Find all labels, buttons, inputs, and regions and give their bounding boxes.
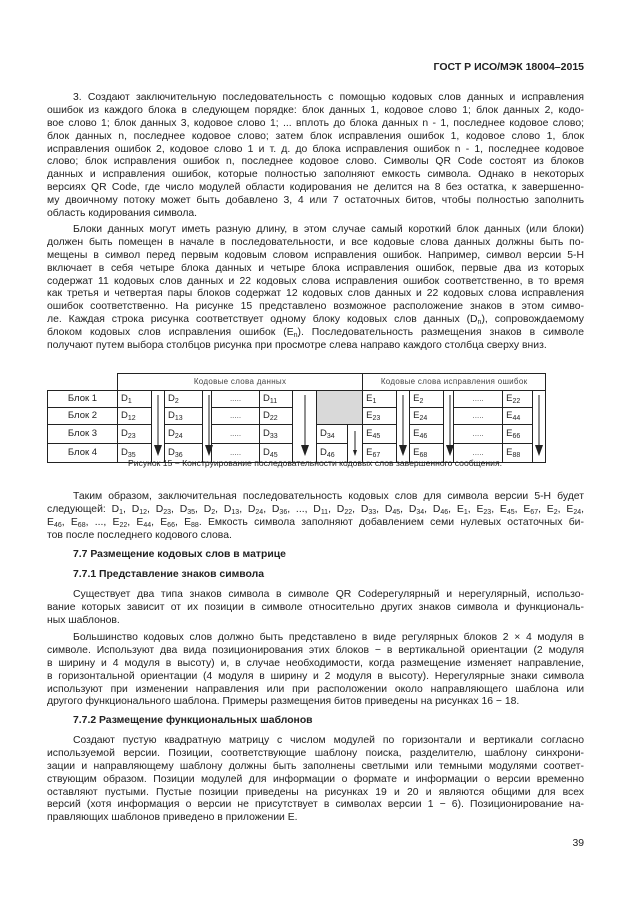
down-arrow-cell <box>203 390 212 462</box>
text-line: ных шаблонов. <box>47 614 120 626</box>
data-codeword: $D_{24}$ <box>165 424 203 443</box>
text-line: символе. Используют два вида позиционирования этих блоков − в вертикальной ориентации (2 модуля <box>47 644 584 656</box>
text-line: содержат 11 кодовых слов данных и 22 кодовых слова исправления ошибок соответственно, в то время <box>47 275 584 287</box>
text-line: тов после последнего кодового слова. <box>47 529 232 541</box>
down-arrow-icon <box>152 391 164 459</box>
text-line: должен быть помещен в начале в последовательности, и все кодовые слова данных должны быть по- <box>47 236 584 248</box>
text-line: ошибок соответственно. На рисунке 15 представлено возможное расположение знаков в этом симво- <box>47 301 584 313</box>
paragraph-data-blocks <box>47 224 584 353</box>
text-line: данных и исправления ошибок, которые полностью заполняют емкость символа. Однако в некоторых <box>47 169 584 181</box>
paragraph-regular-blocks <box>47 632 584 709</box>
ecc-codeword: $E_{23}$ <box>363 407 397 424</box>
down-arrow-cell <box>533 390 546 462</box>
ellipsis-cell: ..... <box>454 424 503 443</box>
text-line: оставляют пустыми. Пустые позиции приведены на рисунках 19 и 20 и являются общими для всех <box>47 786 584 798</box>
data-codeword: $D_{36}$ <box>165 443 203 462</box>
data-codeword: $D_2$ <box>165 390 203 407</box>
text-line: используют при изменении направления или при расположении около направляющего шаблона или <box>47 683 584 695</box>
down-arrow-icon <box>444 391 456 459</box>
ellipsis-cell: ..... <box>212 424 260 443</box>
document-header: ГОСТ Р ИСО/МЭК 18004–2015 <box>433 61 584 73</box>
ecc-codeword: $E_{66}$ <box>503 424 533 443</box>
table-row <box>48 390 546 407</box>
data-codeword: $D_{35}$ <box>118 443 152 462</box>
data-codeword: $D_{34}$ <box>317 424 348 443</box>
text-line: другого функционального шаблона. Примеры размещения битов приведены на рисунках 16 − 18. <box>47 696 520 708</box>
text-line: Большинство кодовых слов должно быть представлено в виде регулярных блоков 2 × 4 модуля в <box>73 632 584 643</box>
text-line: му двоичному потоку может быть добавлено 3, 4 или 7 остаточных битов, чтобы полностью заполнить <box>47 195 584 207</box>
data-codeword: $D_{23}$ <box>118 424 152 443</box>
down-arrow-icon <box>397 391 409 459</box>
ellipsis-cell: ..... <box>212 443 260 462</box>
text-line: правляющих шаблонов приведено в приложении E. <box>47 812 298 824</box>
down-arrow-cell <box>293 390 317 462</box>
text-line: $E_{46}$, $E_{68}$, ..., $E_{22}$, $E_{44}$, $E_{66}$, $E_{88}$. Емкость символа заполняют добавлением семи нулевых остаточных би- <box>47 516 584 529</box>
ellipsis-cell: ..... <box>454 407 503 424</box>
ecc-codeword: $E_{45}$ <box>363 424 397 443</box>
down-arrow-icon <box>533 391 545 459</box>
data-codeword: $D_{33}$ <box>260 424 293 443</box>
text-line: вое слово 1; блок данных 3, кодовое слово 1; ... вплоть до блока данных n - 1, последнее кодовое слово; <box>47 117 584 129</box>
page-number: 39 <box>572 838 584 849</box>
text-line: 3. Создают заключительную последовательность с помощью кодовых слов данных и исправления <box>73 92 584 103</box>
ecc-codeword: $E_{68}$ <box>410 443 444 462</box>
data-codeword: $D_{45}$ <box>260 443 293 462</box>
text-line: версий (хотя информация о версии не присутствует в символах версии 1 − 6). Позиционирование на- <box>47 799 584 811</box>
section-heading-7-7-2: 7.7.2 Размещение функциональных шаблонов <box>73 715 313 726</box>
block-label: Блок 3 <box>48 424 118 443</box>
text-line: используемой версии. Позиции, соответствующие шаблону поиска, разделителю, шаблону синхрони- <box>47 747 584 759</box>
text-line: в ширину и 4 модуля в высоту) и, в случае необходимости, когда размещение изменяет направление, <box>47 657 584 669</box>
down-arrow-icon <box>299 391 311 459</box>
text-line: как третья и четвертая пары блоков содержат 12 кодовых слов данных и 22 кодовых слова исправления <box>47 288 584 300</box>
text-line: в горизонтальной ориентации (4 модуля в ширину и 2 модуля в высоту). Нерегулярные знаки символа <box>47 670 584 682</box>
paragraph-final-sequence <box>47 491 584 543</box>
ecc-codeword: $E_{22}$ <box>503 390 533 407</box>
text-line: вание которых зависит от их позиции в символе относительно других знаков символа и функциональ- <box>47 601 584 613</box>
data-codeword: $D_{46}$ <box>317 443 348 462</box>
text-line: ствующим образом. Позиции модулей для информации о формате и информации о версии временно <box>47 773 584 785</box>
text-line: зации и направляющему шаблону должны быть заполнены светлыми или темными модулями соответ- <box>47 760 584 772</box>
header-ecc-codewords: Кодовые слова исправления ошибок <box>363 374 546 391</box>
ecc-codeword: $E_{46}$ <box>410 424 444 443</box>
data-codeword: $D_1$ <box>118 390 152 407</box>
text-line: слово; блок исправления ошибок n, последнее кодовое слово. Символы QR Code состоят из блоков <box>47 156 584 168</box>
text-line: область кодирования символа. <box>47 208 198 220</box>
ellipsis-cell: ..... <box>212 407 260 424</box>
ecc-codeword: $E_1$ <box>363 390 397 407</box>
text-line: мещены в символ перед первым кодовым словом исправления ошибок. Например, символ версии 5-H <box>47 249 584 261</box>
section-heading-7-7: 7.7 Размещение кодовых слов в матрице <box>73 549 286 560</box>
block-label: Блок 2 <box>48 407 118 424</box>
data-codeword: $D_{12}$ <box>118 407 152 424</box>
data-codeword: $D_{13}$ <box>165 407 203 424</box>
down-arrow-icon <box>349 425 361 459</box>
text-line: Таким образом, заключительная последовательность кодовых слов для символа версии 5-H будет <box>73 491 584 502</box>
text-line: следующей: $D_1$, $D_{12}$, $D_{23}$, $D_{35}$, $D_2$, $D_{13}$, $D_{24}$, $D_{36}$, ..., $D_{11}$, $D_{22}$, $D_{33}$, $D_{45}$, $D_{34}$, $D_{46}$, $E_1$, $E_{23}$, $E_{45}$, $E_{67}$, $E_2$, $E_{24}$, <box>47 503 584 516</box>
ecc-codeword: $E_{24}$ <box>410 407 444 424</box>
text-line: блоком кодовых слов исправления ошибок $(E_n)$. Последовательность размещения знаков в символе <box>47 327 584 340</box>
section-heading-7-7-1: 7.7.1 Представление знаков символа <box>73 569 264 580</box>
ellipsis-cell: ..... <box>454 390 503 407</box>
block-label: Блок 4 <box>48 443 118 462</box>
ellipsis-cell: ..... <box>454 443 503 462</box>
ecc-codeword: $E_2$ <box>410 390 444 407</box>
text-line: включает в себя четыре блока данных и четыре блока исправления ошибок, первые два из которых <box>47 262 584 274</box>
ecc-codeword: $E_{88}$ <box>503 443 533 462</box>
text-line: исправления ошибок 2, кодовое слово 1 и т. д. до блока исправления ошибок n - 1, последнее кодовое <box>47 143 584 155</box>
paragraph-function-patterns <box>47 735 584 825</box>
text-line: ле. Каждая строка рисунка соответствует одному блоку кодовых слов данных $(D_n)$, сопровождаемому <box>47 314 584 327</box>
down-arrow-icon <box>203 391 215 459</box>
down-arrow-cell <box>348 424 363 462</box>
text-line: Существует два типа знаков символа в символе QR Codeрегулярный и нерегулярный, использо- <box>73 589 584 600</box>
text-line: Блоки данных могут иметь разную длину, в этом случае самый короткий блок данных (или блоки) <box>73 224 584 235</box>
figure-caption: Рисунок 15 − Конструирование последовательности кодовых слов завершенного сообщения. <box>127 458 502 468</box>
block-label: Блок 1 <box>48 390 118 407</box>
text-line: получают путем выбора столбцов рисунка при просмотре слева направо каждого столбца сверху вниз. <box>47 340 547 352</box>
down-arrow-cell <box>397 390 410 462</box>
text-line: ошибок из каждого блока в следующем порядке: блок данных 1, кодовое слово 1; блок данных 2, кодо- <box>47 104 584 116</box>
ecc-codeword: $E_{67}$ <box>363 443 397 462</box>
ecc-codeword: $E_{44}$ <box>503 407 533 424</box>
data-codeword: $D_{22}$ <box>260 407 293 424</box>
paragraph-step-3 <box>47 92 584 221</box>
text-line: версиях QR Code, где число модулей области кодирования не делится на 8 без остатка, к завершенно- <box>47 182 584 194</box>
empty-shaded-cell <box>317 390 363 424</box>
text-line: блок данных n, последнее кодовое слово; затем блок исправления ошибок 1, кодовое слово 1, блок <box>47 130 584 142</box>
text-line: Создают пустую квадратную матрицу с числом модулей по горизонтали и вертикали согласно <box>73 735 584 746</box>
down-arrow-cell <box>152 390 165 462</box>
down-arrow-cell <box>444 390 454 462</box>
figure-15-table <box>47 373 546 463</box>
paragraph-symbol-types <box>47 589 584 628</box>
data-codeword: $D_{11}$ <box>260 390 293 407</box>
ellipsis-cell: ..... <box>212 390 260 407</box>
table-corner <box>48 374 118 391</box>
header-data-codewords: Кодовые слова данных <box>118 374 363 391</box>
